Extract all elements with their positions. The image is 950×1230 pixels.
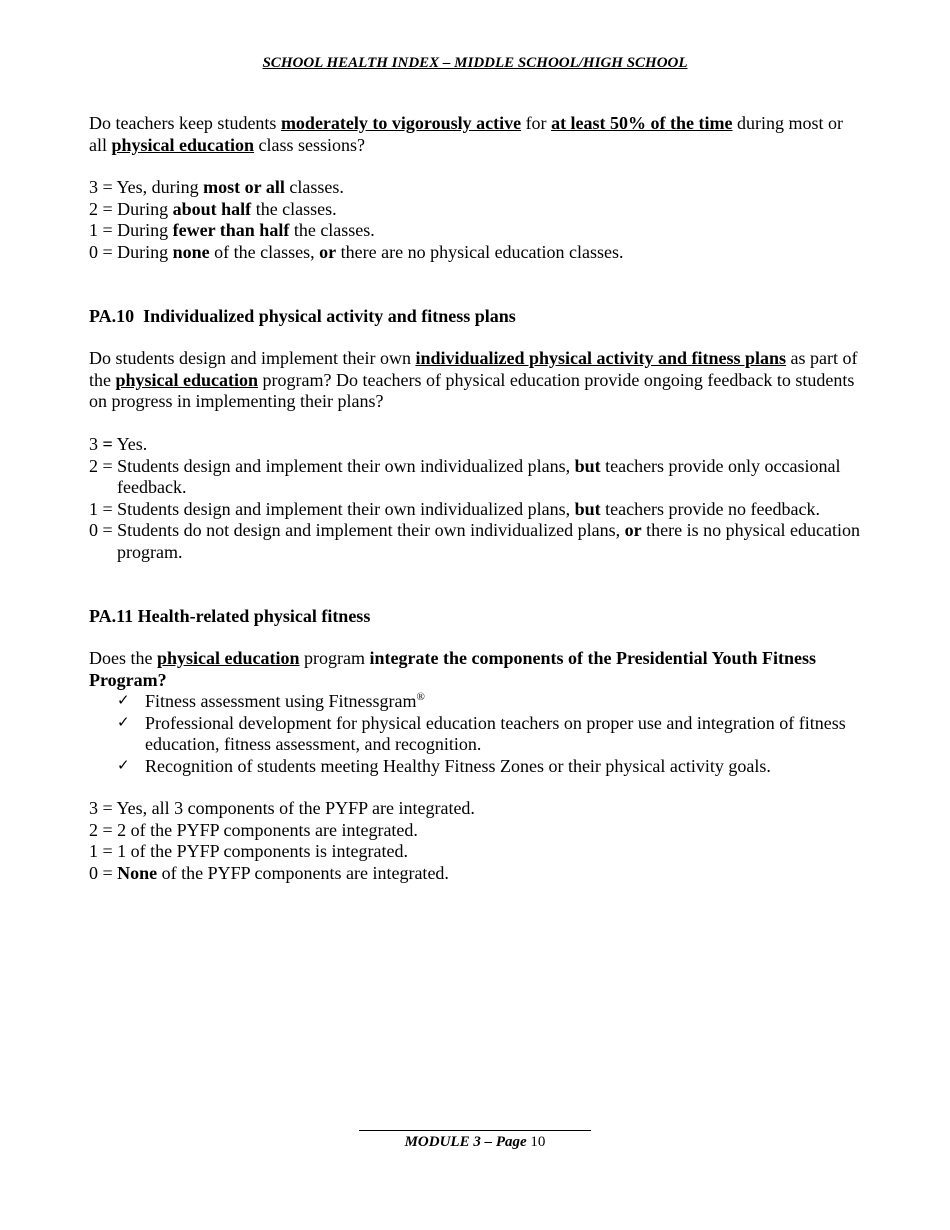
option-3: 3 = Yes, all 3 components of the PYFP are integrated. — [89, 798, 475, 818]
pa10-options — [89, 434, 864, 563]
check-icon: ✓ — [117, 714, 130, 731]
pa11-components-list — [89, 691, 864, 777]
q-term: physical education — [111, 134, 255, 155]
pa9-options — [89, 177, 864, 263]
option-2: 2 = 2 of the PYFP components are integrated. — [89, 819, 418, 840]
option-0: 0 = Students do not design and implement their own individualized plans, or there is no physical education program. — [89, 520, 861, 562]
q-text: Do students design and implement their own — [89, 348, 416, 368]
pa11-question — [89, 648, 864, 691]
q-term: moderately to vigorously active — [280, 113, 522, 133]
option-2: 2 = During about half the classes. — [89, 198, 337, 219]
q-term: physical education — [156, 648, 300, 668]
page-header-title: SCHOOL HEALTH INDEX – MIDDLE SCHOOL/HIGH SCHOOL — [262, 55, 688, 71]
option-1: 1 = Students design and implement their own individualized plans, but teachers provide no feedback. — [89, 498, 820, 519]
registered-mark: ® — [416, 691, 425, 703]
component-item: ✓ Fitness assessment using Fitnessgram® — [117, 691, 425, 711]
component-item: ✓ Professional development for physical education teachers on proper use and integration of fitness education, fitness assessment, and recognition. — [117, 712, 846, 754]
page-footer — [0, 1134, 950, 1151]
option-0: 0 = During none of the classes, or there are no physical education classes. — [89, 241, 624, 262]
page-number: 10 — [530, 1134, 546, 1150]
option-1: 1 = During fewer than half the classes. — [89, 220, 375, 240]
q-text: class sessions? — [254, 134, 366, 155]
check-icon: ✓ — [117, 757, 130, 774]
q-term: at least 50% of the time — [551, 113, 733, 133]
q-text: program? Do teachers of physical education provide ongoing feedback to students on progress in implementing their plans? — [89, 369, 855, 411]
option-0: 0 = None of the PYFP components are integrated. — [89, 862, 449, 883]
option-2: 2 = Students design and implement their own individualized plans, but teachers provide only occasional feedback. — [89, 455, 841, 497]
q-text: during most or all — [89, 113, 844, 155]
q-text: Does the — [89, 648, 157, 668]
q-text: Do teachers keep students — [89, 113, 281, 133]
option-3: 3 = Yes, during most or all classes. — [89, 177, 344, 197]
check-icon: ✓ — [117, 693, 130, 709]
q-term: individualized physical activity and fitness plans — [415, 348, 787, 368]
q-emphasis: integrate the components of the Presidential Youth Fitness Program? — [89, 648, 816, 690]
q-text: for — [521, 113, 552, 133]
pa10-heading: PA.10 Individualized physical activity and fitness plans — [89, 306, 516, 326]
footer-label: MODULE 3 – Page — [404, 1134, 527, 1150]
component-item: ✓ Recognition of students meeting Healthy Fitness Zones or their physical activity goals. — [117, 755, 771, 776]
pa11-heading: PA.11 Health-related physical fitness — [89, 606, 371, 626]
pa9-question — [89, 113, 864, 156]
pa11-options — [89, 798, 864, 884]
pa10-question — [89, 348, 864, 413]
q-text: program — [299, 648, 370, 668]
q-text: as part of the — [89, 348, 858, 390]
option-1: 1 = 1 of the PYFP components is integrated. — [89, 841, 408, 861]
q-term: physical education — [115, 369, 259, 390]
option-3: 3 = Yes. — [89, 434, 148, 454]
footer-divider — [359, 1130, 591, 1131]
